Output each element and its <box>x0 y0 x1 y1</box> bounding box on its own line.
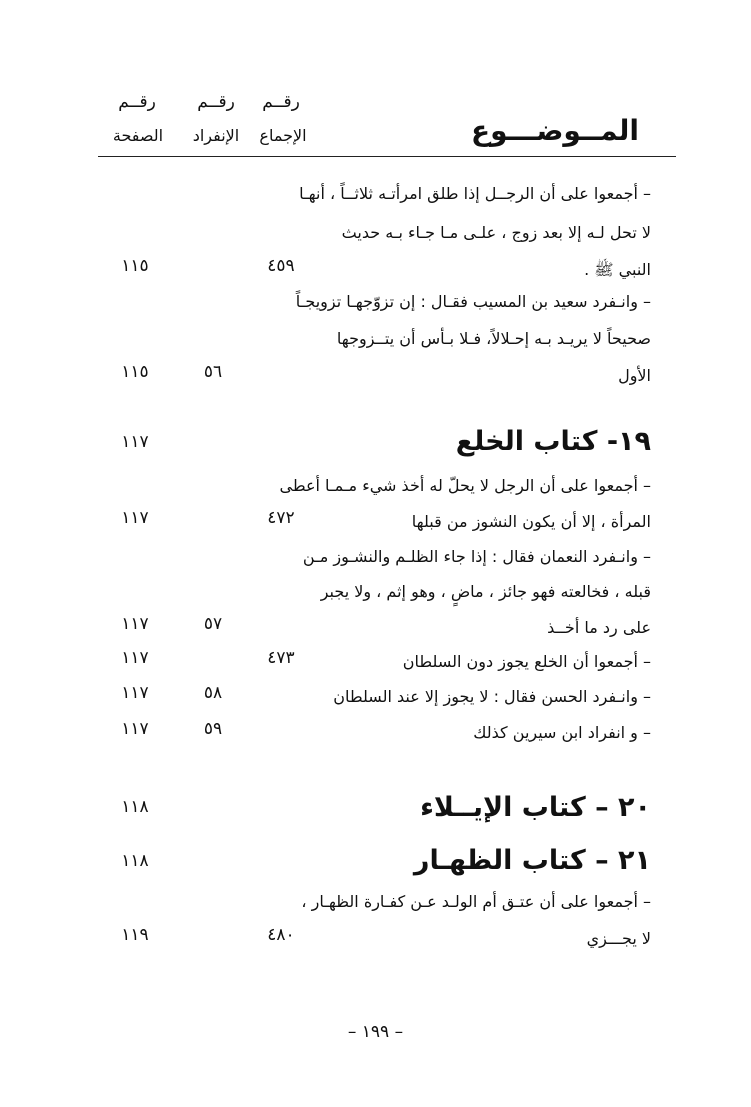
page-number: ١١٧ <box>121 683 149 703</box>
entry-line: لا تحل لـه إلا بعد زوج ، علـى مـا جـاء بـه حديث <box>341 223 651 242</box>
infirad-number: ٥٦ <box>203 362 223 382</box>
infirad-number: ٥٧ <box>203 614 223 634</box>
page-number: ١١٧ <box>121 508 149 528</box>
entry-line: النبي ﷺ . <box>584 260 651 279</box>
ijma-number: ٤٧٣ <box>267 648 295 668</box>
page-folio: – ١٩٩ – <box>347 1022 404 1042</box>
page-number: ١١٨ <box>121 797 149 817</box>
section-title: ٢١ – كتاب الظهـار <box>413 845 651 876</box>
entry-line: المرأة ، إلا أن يكون النشوز من قبلها <box>411 512 651 531</box>
header-rule <box>98 156 676 157</box>
infirad-number: ٥٩ <box>203 719 223 739</box>
infirad-number: ٥٨ <box>203 683 223 703</box>
header-num-label-ijma: رقــم <box>262 92 300 112</box>
ijma-number: ٤٧٢ <box>267 508 295 528</box>
entry-line: على رد ما أخــذ <box>547 618 651 637</box>
header-num-label-page: رقــم <box>118 92 156 112</box>
section-title: ٢٠ – كتاب الإيــلاء <box>420 792 651 823</box>
entry-line: قبله ، فخالعته فهو جائز ، ماضٍ ، وهو إثم ، ولا يجبر <box>320 582 651 601</box>
ijma-number: ٤٨٠ <box>267 925 295 945</box>
ijma-number: ٤٥٩ <box>267 256 295 276</box>
page-number: ١١٩ <box>121 925 149 945</box>
entry-line: – أجمعوا على أن الرجــل إذا طلق امرأتـه ثلاثــاً ، أنهـا <box>299 184 651 203</box>
entry-line: – وانـفرد النعمان فقال : إذا جاء الظلـم والنشـوز مـن <box>302 547 651 566</box>
header-col-ijma: الإجماع <box>259 126 307 145</box>
entry-line: – أجمعوا على أن عتـق أم الولـد عـن كفـارة الظهـار ، <box>301 892 651 911</box>
page-number: ١١٨ <box>121 851 149 871</box>
page-number: ١١٧ <box>121 648 149 668</box>
entry-line: – أجمعوا أن الخلع يجوز دون السلطان <box>402 652 651 671</box>
entry-line: – أجمعوا على أن الرجل لا يحلّ له أخذ شيء مـمـا أعطى <box>279 476 651 495</box>
header-num-label-infirad: رقــم <box>197 92 235 112</box>
entry-line: – وانـفرد الحسن فقال : لا يجوز إلا عند السلطان <box>333 687 651 706</box>
entry-line: – و انفراد ابن سيرين كذلك <box>473 723 651 742</box>
page-number: ١١٥ <box>121 362 149 382</box>
entry-line: لا يجـــزي <box>586 929 651 948</box>
header-col-page: الصفحة <box>112 126 164 145</box>
page-number: ١١٥ <box>121 256 149 276</box>
page-number: ١١٧ <box>121 719 149 739</box>
entry-line: صحيحاً لا يريـد بـه إحـلالاً، فـلا بـأس أن يتــزوجها <box>336 329 651 348</box>
page-number: ١١٧ <box>121 614 149 634</box>
entry-line: الأول <box>618 366 651 385</box>
entry-line: – وانـفرد سعيد بن المسيب فقـال : إن تزوّجهـا تزويجـاً <box>295 292 651 311</box>
page-number: ١١٧ <box>121 432 149 452</box>
header-topic: المــوضـــوع <box>470 114 639 147</box>
header-col-infirad: الإنفراد <box>192 126 240 145</box>
section-title: ١٩- كتاب الخلع <box>455 426 651 457</box>
